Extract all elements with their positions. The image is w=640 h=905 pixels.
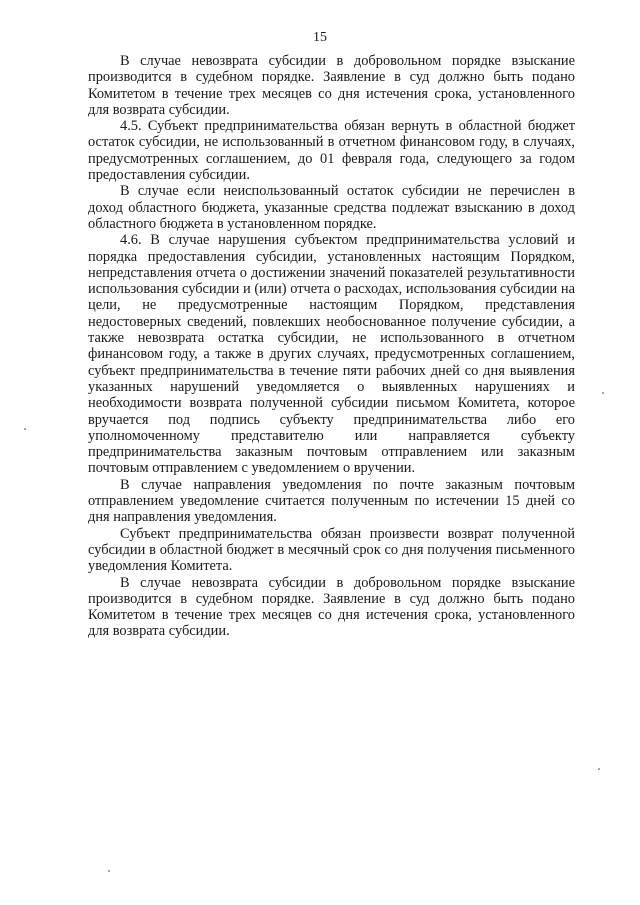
paragraph-refund-deadline: Субъект предпринимательства обязан произвести возврат полученной субсидии в областной бюджет в месячный срок со дня получения письменного уведомления Комитета.	[88, 525, 575, 575]
scan-speck	[598, 768, 600, 770]
paragraph-enforcement-2: В случае невозврата субсидии в добровольном порядке взыскание производится в судебном порядке. Заявление в суд должно быть подано Комитетом в течение трех месяцев со дня истечения срока, установленного для возврата субсидии.	[88, 574, 575, 640]
scan-speck	[24, 428, 26, 430]
paragraph-4-6: 4.6. В случае нарушения субъектом предпринимательства условий и порядка предоставления субсидии, установленных настоящим Порядком, непредставления отчета о достижении значений показателей результативности использования субсидии и (или) отчета о расходах, использования субсидии на цели, не предусмотренные настоящим Порядком, представления недостоверных сведений, повлекших необоснованное получение субсидии, а также невозврата остатка субсидии, не использованного в отчетном финансовом году, а также в других случаях, предусмотренных соглашением, субъект предпринимательства в течение пяти рабочих дней со дня выявления указанных нарушений уведомляется о выявленных нарушениях и необходимости возврата полученной субсидии письмом Комитета, которое вручается под подпись субъекту предпринимательства либо его уполномоченному представителю или направляется субъекту предпринимательства заказным почтовым отправлением или заказным почтовым отправлением с уведомлением о вручении.	[88, 232, 575, 477]
page-number: 15	[313, 30, 327, 45]
scan-speck	[108, 870, 110, 872]
document-body	[88, 53, 575, 640]
paragraph-postal-notice: В случае направления уведомления по почте заказным почтовым отправлением уведомление считается полученным по истечении 15 дней со дня направления уведомления.	[88, 476, 575, 526]
paragraph-unused-balance: В случае если неиспользованный остаток субсидии не перечислен в доход областного бюджета, указанные средства подлежат взысканию в доход областного бюджета в установленном порядке.	[88, 183, 575, 232]
scan-speck	[602, 392, 604, 394]
paragraph-4-5: 4.5. Субъект предпринимательства обязан вернуть в областной бюджет остаток субсидии, не использованный в отчетном финансовом году, в случаях, предусмотренных соглашением, до 01 февраля года, следующего за годом предоставления субсидии.	[88, 118, 575, 184]
paragraph-enforcement-1: В случае невозврата субсидии в добровольном порядке взыскание производится в судебном порядке. Заявление в суд должно быть подано Комитетом в течение трех месяцев со дня истечения срока, установленного для возврата субсидии.	[88, 53, 575, 118]
